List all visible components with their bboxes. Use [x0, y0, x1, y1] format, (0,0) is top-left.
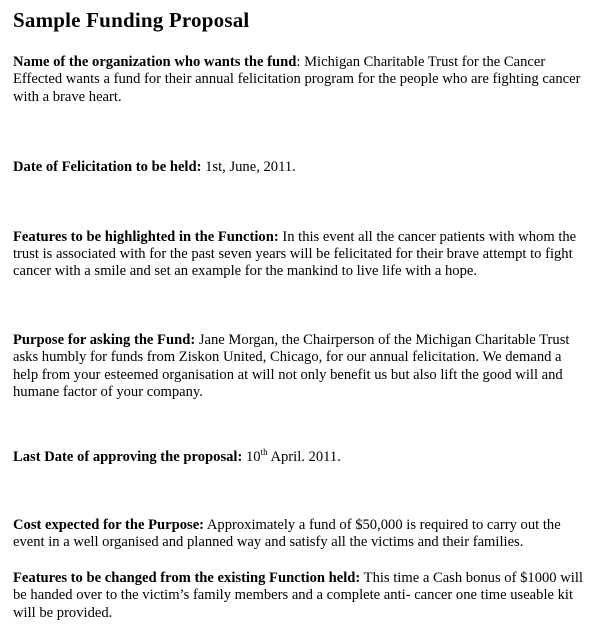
section-organization-name — [13, 54, 586, 106]
section-label: Name of the organization who wants the fund — [13, 54, 297, 70]
section-body: : Michigan Charitable Trust for the Cancer Effected wants a fund for their annual felicitation program for the people who are fighting cancer with a brave heart. — [13, 54, 581, 105]
page-title: Sample Funding Proposal — [13, 8, 250, 32]
section-body: 1st, June, 2011. — [201, 159, 296, 176]
section-body: Approximately a fund of $50,000 is required to carry out the event in a well organised and planned way and satisfy all the victims and their families. — [13, 516, 561, 551]
section-label: Features to be highlighted in the Function: — [13, 228, 279, 245]
section-body: Jane Morgan, the Chairperson of the Michigan Charitable Trust asks humbly for funds from Ziskon United, Chicago, for our annual felicitation. We demand a help from your esteemed organisation at will not only benefit us but also lift the good will and humane factor of your company. — [13, 331, 570, 401]
ordinal-superscript: th — [260, 447, 268, 458]
section-body: This time a Cash bonus of $1000 will be handed over to the victim’s family members and a complete anti- cancer one time useable kit will be provided. — [13, 569, 583, 621]
section-features-highlighted — [13, 229, 586, 281]
section-label: Features to be changed from the existing Function held: — [13, 569, 361, 586]
section-label: Cost expected for the Purpose: — [13, 516, 205, 533]
section-last-approval-date — [13, 449, 586, 466]
section-cost-expected — [13, 517, 586, 552]
section-body: In this event all the cancer patients with whom the trust is associated with for the past seven years will be felicitated for their brave attempt to fight cancer with a smile and set an example for the mankind to live life with a hope. — [13, 228, 577, 280]
section-label: Last Date of approving the proposal: — [13, 449, 243, 466]
section-features-changed — [13, 570, 586, 622]
section-felicitation-date — [13, 159, 586, 176]
section-body-pre: 10 — [242, 449, 261, 466]
section-label: Purpose for asking the Fund: — [13, 331, 196, 348]
section-label: Date of Felicitation to be held: — [13, 159, 202, 176]
section-body-post: April. 2011. — [267, 449, 341, 466]
section-purpose — [13, 332, 586, 402]
